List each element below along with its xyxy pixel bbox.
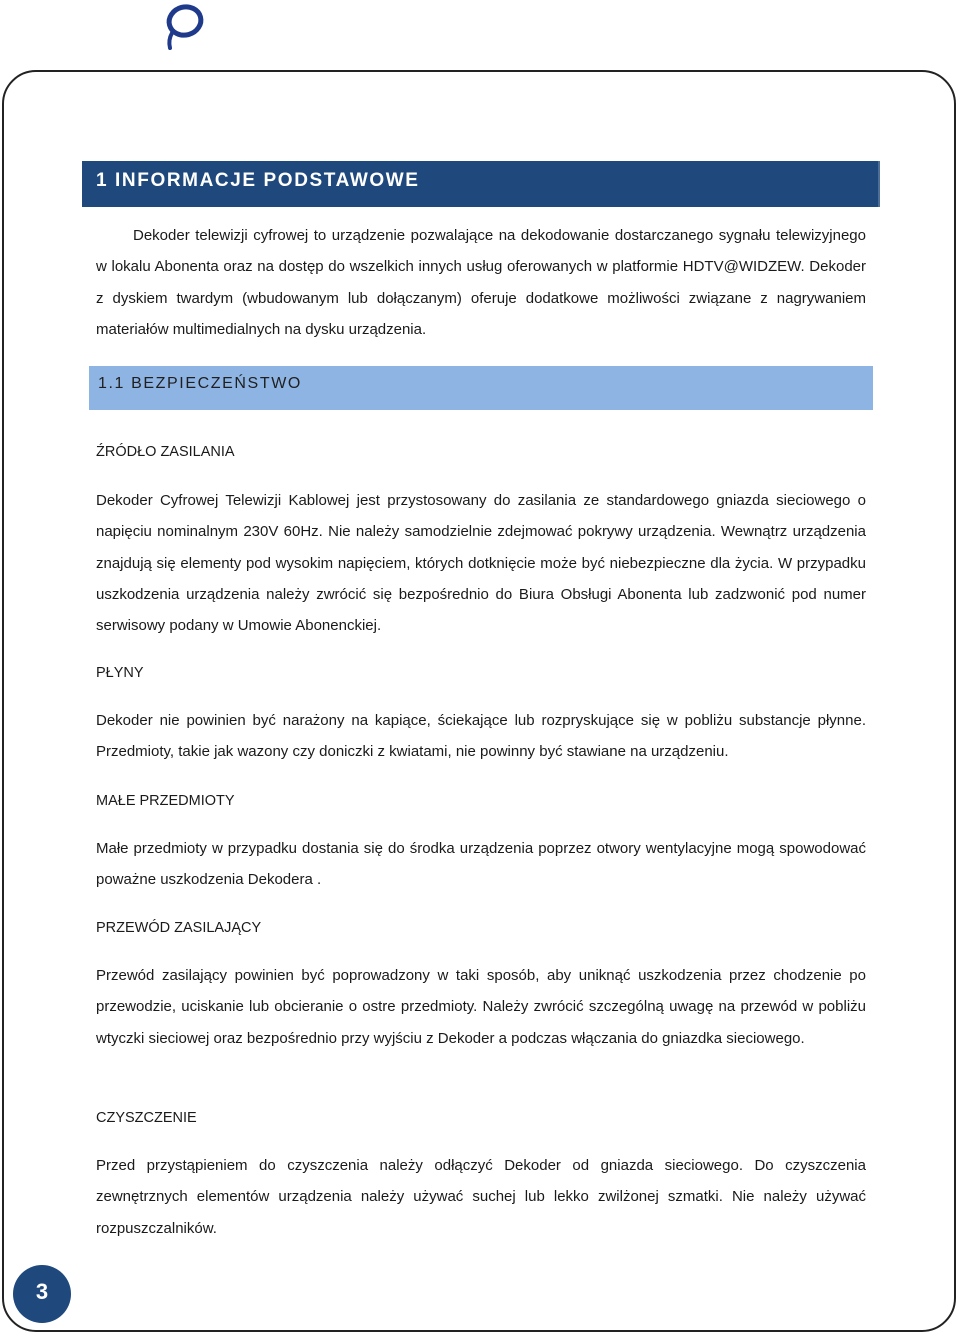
subsection-heading-bar	[89, 366, 873, 410]
section-heading-bar	[82, 161, 880, 207]
intro-paragraph: Dekoder telewizji cyfrowej to urządzenie pozwalające na dekodowanie dostarczanego sygnału telewizyjnego w lokalu Abonenta oraz na dostęp do wszelkich innych usług oferowanych w platformie HDTV@WIDZEW. Dekoder z dyskiem twardym (wbudowanym lub dołączanym) oferuje dodatkowe możliwości związane z nagrywaniem materiałów multimedialnych na dysku urządzenia.	[96, 227, 866, 338]
topic-heading-power-cord: PRZEWÓD ZASILAJĄCY	[96, 920, 262, 936]
subsection-heading: 1.1 BEZPIECZEŃSTWO	[98, 375, 302, 392]
topic-text-power-source: Dekoder Cyfrowej Telewizji Kablowej jest przystosowany do zasilania ze standardowego gniazda sieciowego o napięciu nominalnym 230V 60Hz. Nie należy samodzielnie zdejmować pokrywy urządzenia. Wewnątrz urządzenia znajdują się elementy pod wysokim napięciem, których dotknięcie może być niebezpieczne dla życia. W przypadku uszkodzenia urządzenia należy zwrócić się bezpośrednio do Biura Obsługi Abonenta lub zadzwonić pod numer serwisowy podany w Umowie Abonenckiej.	[96, 492, 866, 635]
swirl-logo-icon	[158, 0, 208, 52]
page-number-badge	[13, 1265, 71, 1323]
topic-text-small-objects: Małe przedmioty w przypadku dostania się do środka urządzenia poprzez otwory wentylacyjne mogą spowodować poważne uszkodzenia Dekodera .	[96, 840, 866, 889]
page-number: 3	[35, 1279, 49, 1304]
topic-text-power-cord: Przewód zasilający powinien być poprowadzony w taki sposób, aby uniknąć uszkodzenia przez chodzenie po przewodzie, uciskanie lub obcieranie o ostre przedmioty. Należy zwrócić szczególną uwagę na przewód w pobliżu wtyczki sieciowej oraz bezpośrednio przy wyjściu z Dekoder a podczas włączania do gniazdka sieciowego.	[96, 967, 866, 1047]
topic-heading-liquids: PŁYNY	[96, 665, 144, 681]
topic-text-liquids: Dekoder nie powinien być narażony na kapiące, ściekające lub rozpryskujące się w pobliżu substancje płynne. Przedmioty, takie jak wazony czy doniczki z kwiatami, nie powinny być stawiane na urządzeniu.	[96, 712, 866, 761]
topic-heading-power-source: ŹRÓDŁO ZASILANIA	[96, 444, 235, 460]
topic-heading-small-objects: MAŁE PRZEDMIOTY	[96, 793, 235, 809]
topic-heading-cleaning: CZYSZCZENIE	[96, 1110, 197, 1126]
section-heading: 1 INFORMACJE PODSTAWOWE	[96, 170, 420, 191]
topic-text-cleaning: Przed przystąpieniem do czyszczenia należy odłączyć Dekoder od gniazda sieciowego. Do czyszczenia zewnętrznych elementów urządzenia należy używać suchej lub lekko zwilżonej szmatki. Nie należy używać rozpuszczalników.	[96, 1157, 866, 1237]
